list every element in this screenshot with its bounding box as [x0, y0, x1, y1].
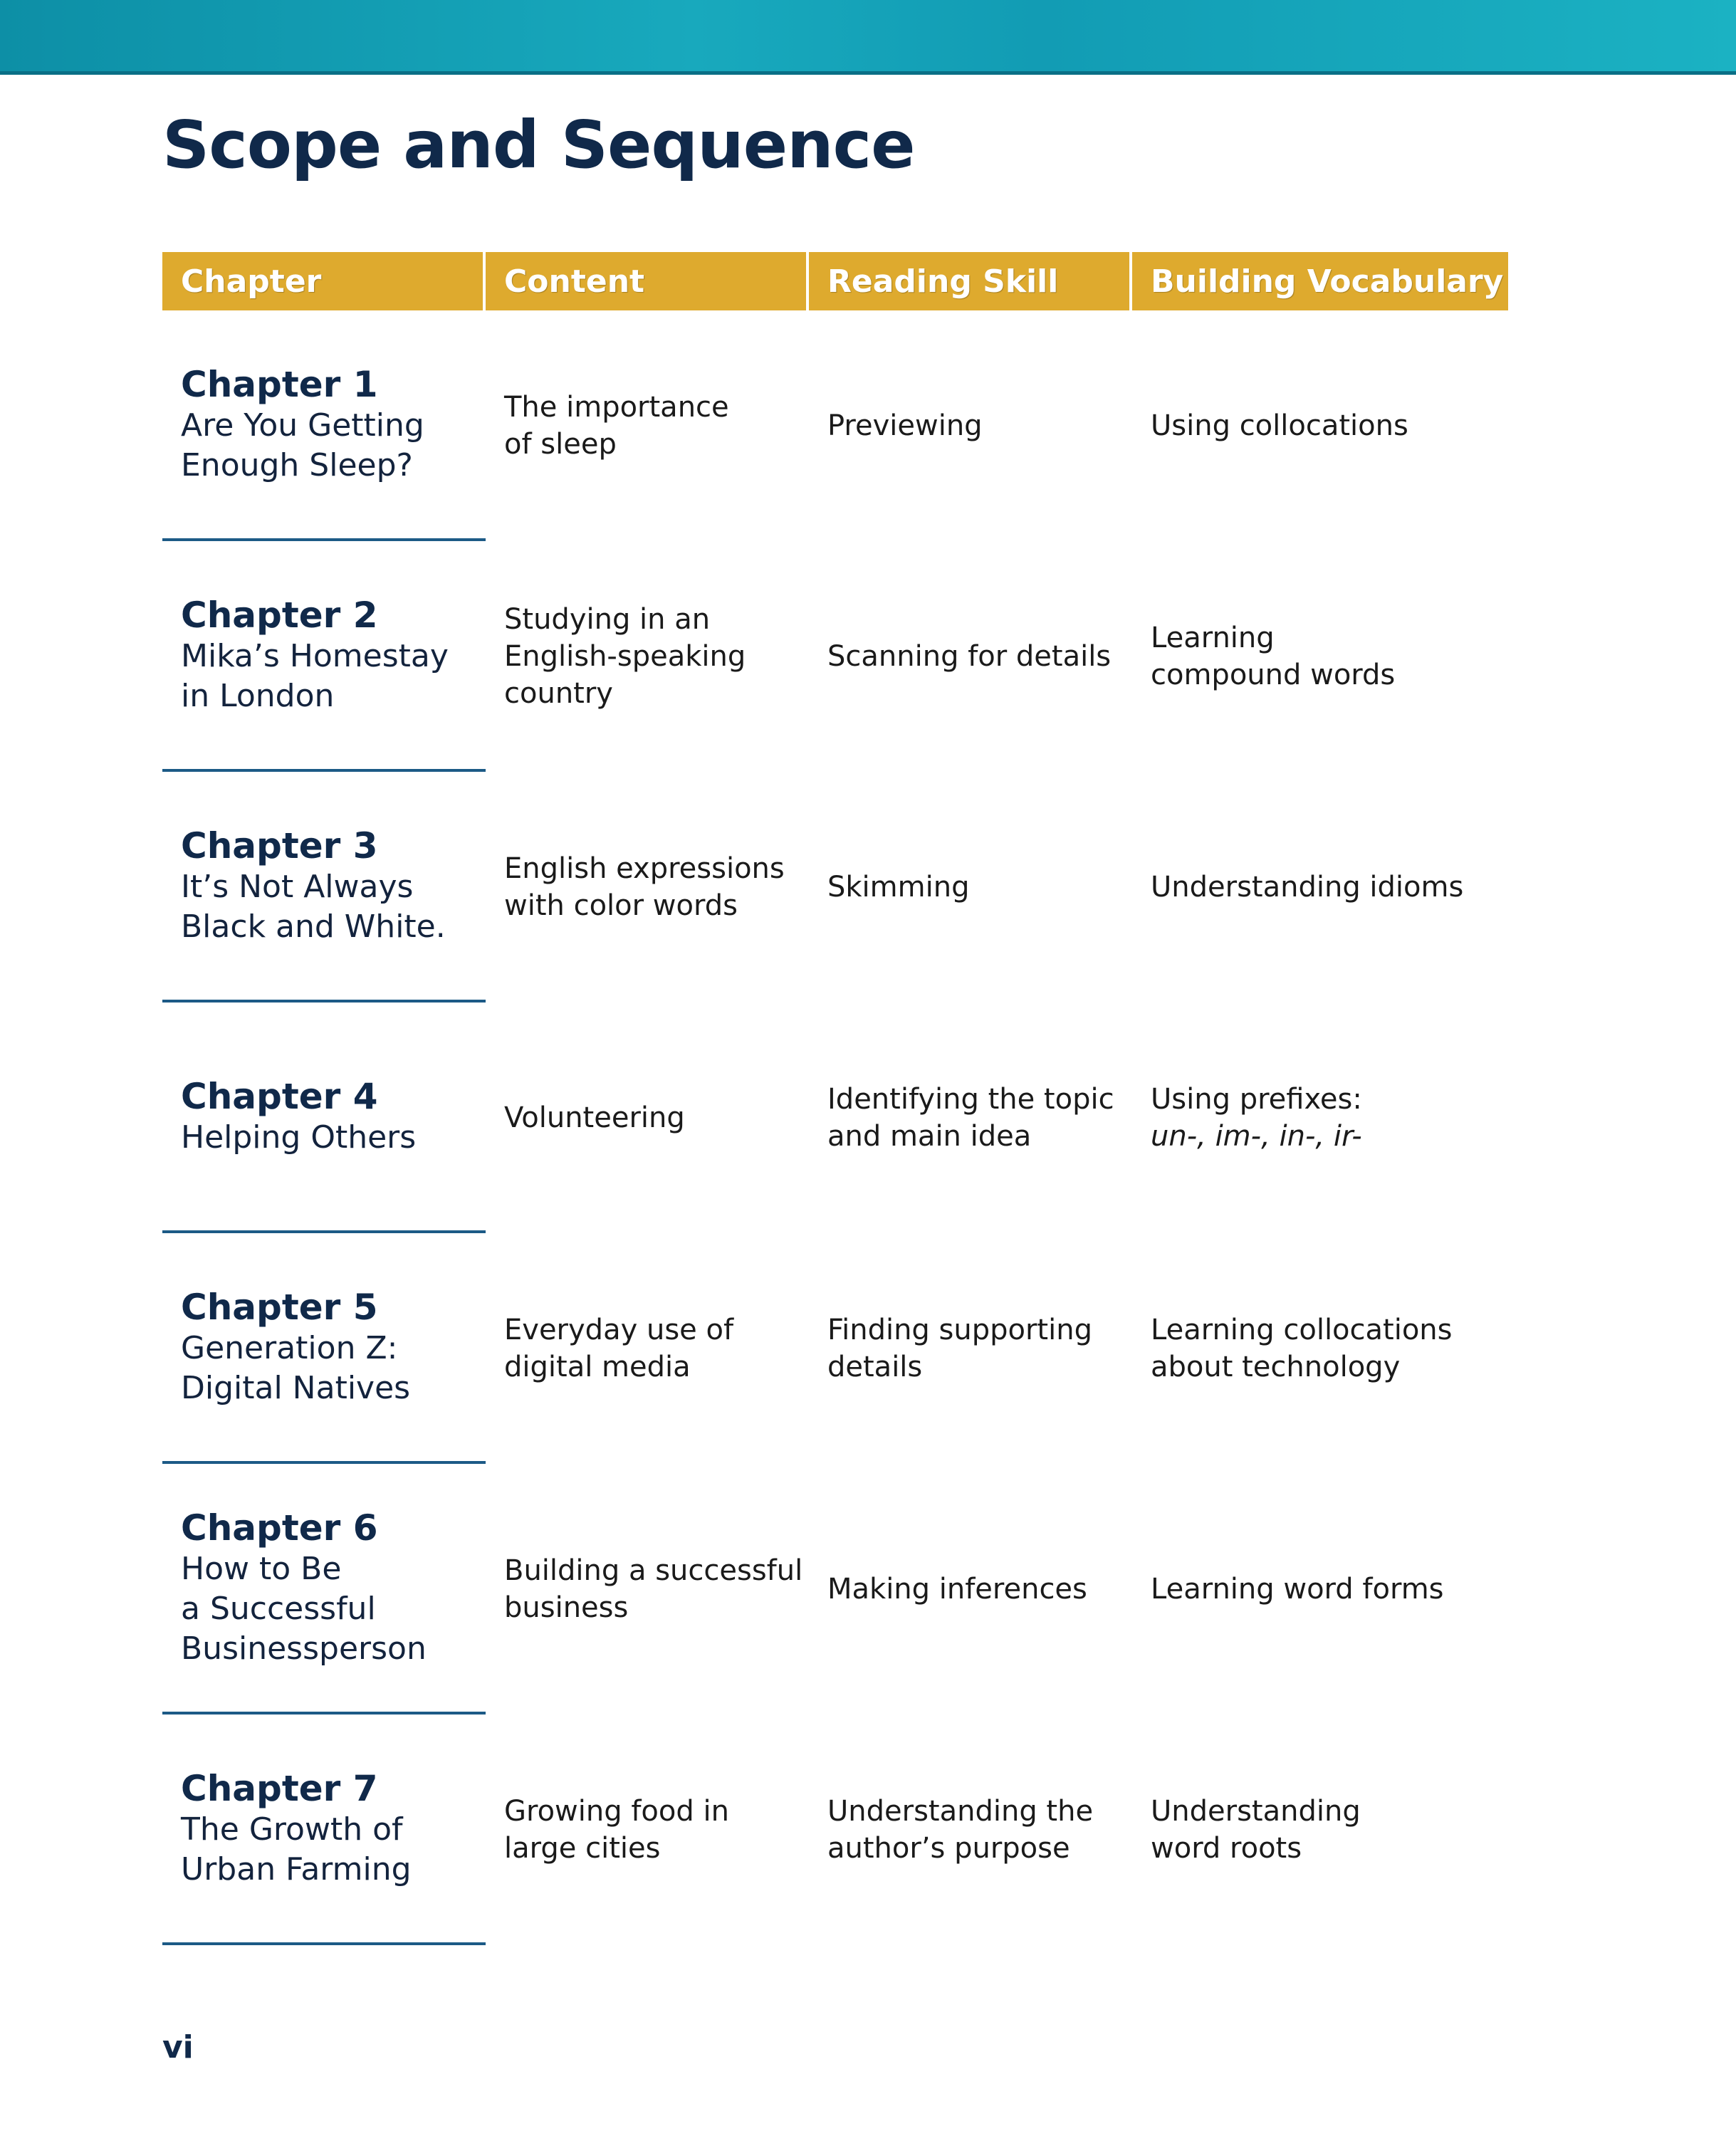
chapter-title: Mika’s Homestay in London	[181, 638, 449, 714]
table-header	[162, 252, 1508, 310]
chapter-number: Chapter 5	[181, 1287, 378, 1328]
header-content: Content	[486, 252, 809, 310]
reading-skill-cell: Understanding the author’s purpose	[827, 1795, 1094, 1865]
vocabulary-cell	[1132, 1002, 1508, 1233]
vocabulary-prefixes: un-, im-, in-, ir-	[1151, 1120, 1362, 1153]
table-row	[162, 1002, 1508, 1233]
reading-skill-cell: Skimming	[827, 871, 970, 904]
chapter-cell	[162, 1002, 486, 1233]
reading-skill-cell: Finding supporting details	[827, 1314, 1092, 1383]
reading-skill-cell: Identifying the topic and main idea	[827, 1083, 1114, 1153]
chapter-number: Chapter 7	[181, 1768, 378, 1809]
vocabulary-cell: Learning word forms	[1151, 1573, 1444, 1606]
chapter-number: Chapter 1	[181, 364, 378, 405]
chapter-cell	[162, 310, 486, 541]
header-building-vocabulary: Building Vocabulary	[1132, 252, 1508, 310]
top-banner	[0, 0, 1736, 75]
page-number: vi	[162, 2029, 194, 2066]
table-row	[162, 1714, 1508, 1945]
vocabulary-text: Using prefixes:	[1151, 1083, 1362, 1116]
content-cell: Studying in an English-speaking country	[504, 603, 746, 710]
vocabulary-cell: Using collocations	[1151, 409, 1408, 442]
chapter-title: Helping Others	[181, 1119, 417, 1156]
vocabulary-cell: Understanding idioms	[1151, 871, 1464, 904]
content-cell: English expressions with color words	[504, 852, 785, 922]
chapter-number: Chapter 3	[181, 825, 378, 867]
chapter-title: It’s Not Always Black and White.	[181, 869, 446, 945]
chapter-title: Are You Getting Enough Sleep?	[181, 407, 424, 483]
header-chapter: Chapter	[162, 252, 486, 310]
content-cell: Building a successful business	[504, 1554, 803, 1624]
content-cell: Everyday use of digital media	[504, 1314, 734, 1383]
chapter-cell	[162, 1714, 486, 1945]
header-reading-skill: Reading Skill	[809, 252, 1132, 310]
table-body	[162, 310, 1508, 1945]
table-row	[162, 541, 1508, 772]
chapter-number: Chapter 2	[181, 595, 378, 636]
vocabulary-cell: Learning compound words	[1151, 622, 1396, 691]
content-cell: The importance of sleep	[504, 391, 729, 461]
reading-skill-cell: Previewing	[827, 409, 983, 442]
table-row	[162, 1464, 1508, 1714]
chapter-cell	[162, 541, 486, 772]
chapter-title: The Growth of Urban Farming	[181, 1811, 412, 1888]
reading-skill-cell: Making inferences	[827, 1573, 1087, 1606]
chapter-cell	[162, 772, 486, 1002]
content-cell: Volunteering	[504, 1101, 685, 1134]
content-cell: Growing food in large cities	[504, 1795, 729, 1865]
chapter-number: Chapter 4	[181, 1076, 378, 1117]
table-row	[162, 310, 1508, 541]
table-row	[162, 772, 1508, 1002]
chapter-cell	[162, 1233, 486, 1464]
chapter-title: How to Be a Successful Businessperson	[181, 1551, 427, 1667]
chapter-title: Generation Z: Digital Natives	[181, 1330, 411, 1406]
reading-skill-cell: Scanning for details	[827, 640, 1112, 673]
table-row	[162, 1233, 1508, 1464]
chapter-number: Chapter 6	[181, 1507, 378, 1549]
page-title: Scope and Sequence	[162, 107, 915, 183]
chapter-cell	[162, 1464, 486, 1714]
vocabulary-cell: Understanding word roots	[1151, 1795, 1361, 1865]
vocabulary-cell: Learning collocations about technology	[1151, 1314, 1453, 1383]
